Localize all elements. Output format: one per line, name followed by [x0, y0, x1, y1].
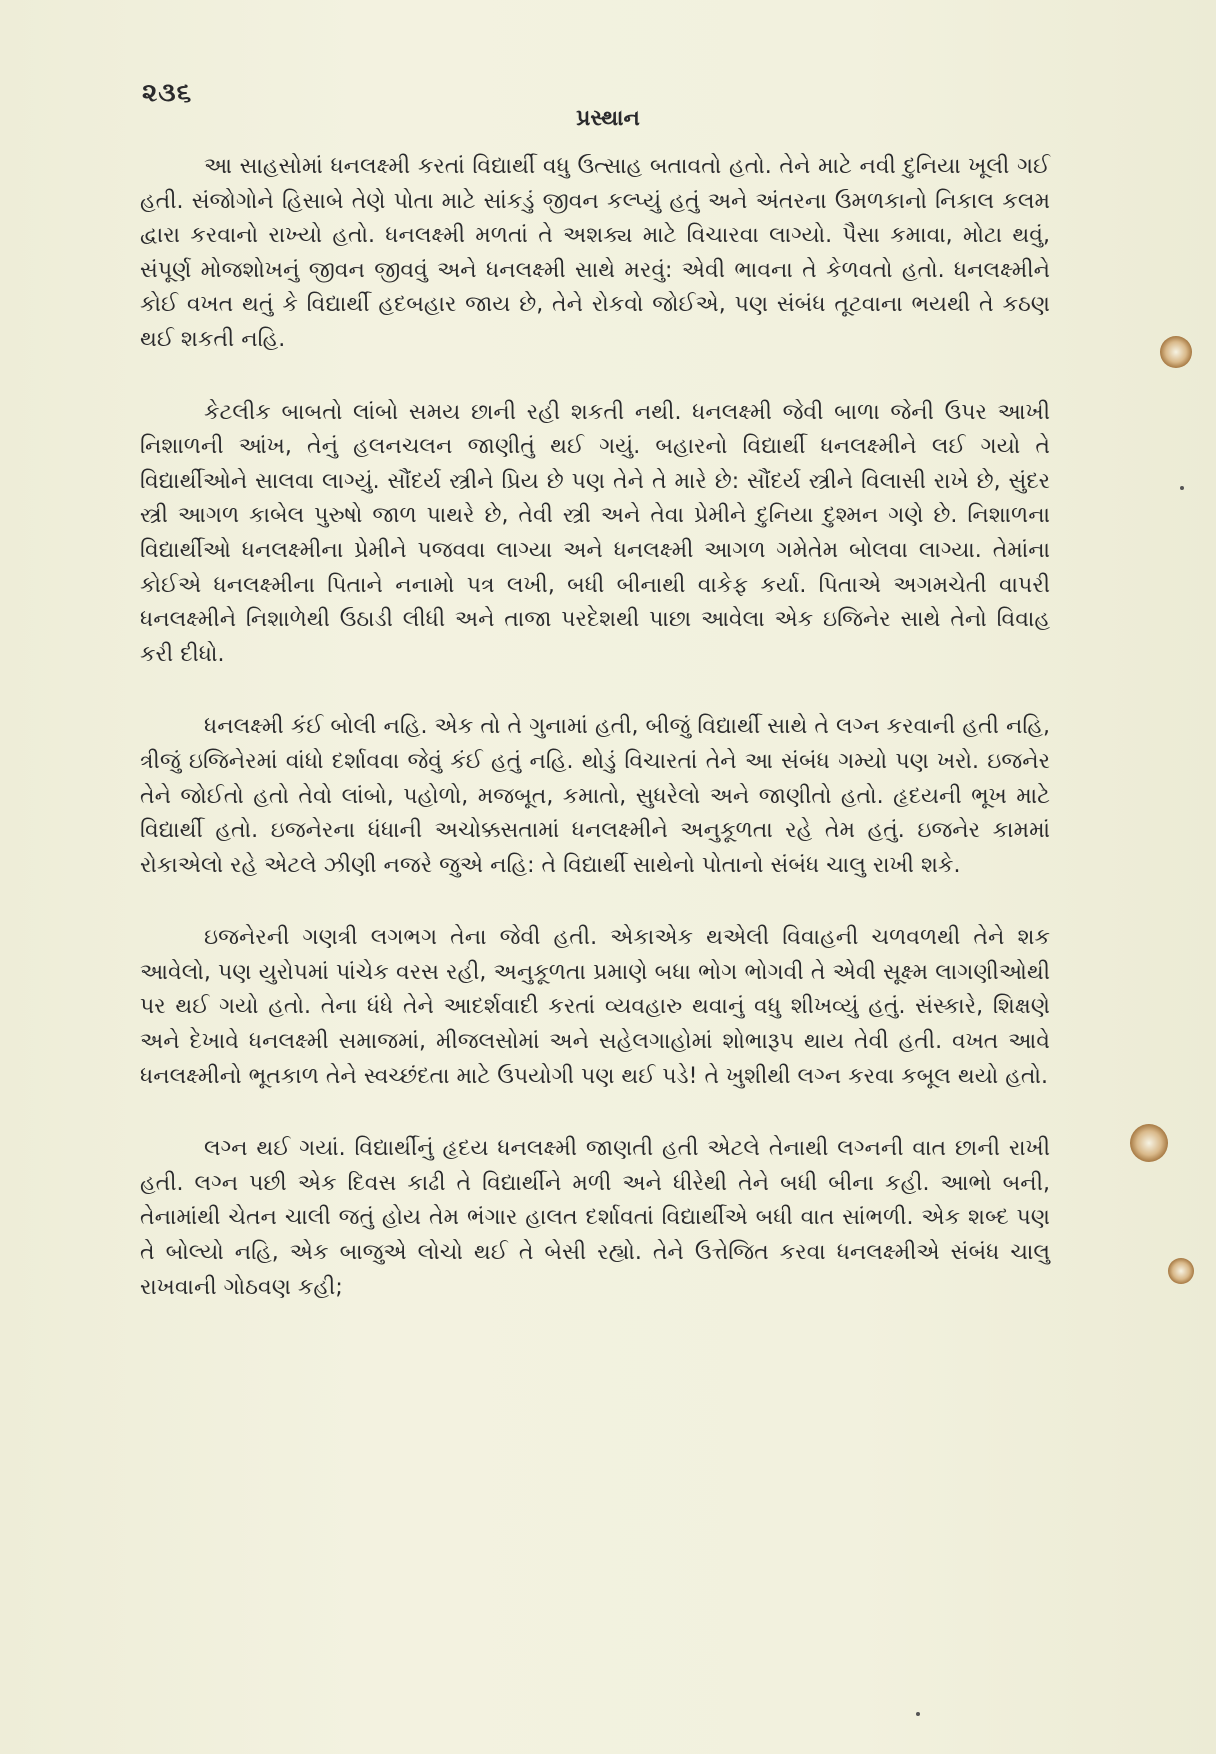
- paragraph: કેટલીક બાબતો લાંબો સમય છાની રહી શકતી નથી. ધનલક્ષ્મી જેવી બાળા જેની ઉપર આખી નિશાળની આંખ, તેનું હલનચલન જાણીતું થઈ ગયું. બહારનો વિદ્યાર્થી ધનલક્ષ્મીને લઈ ગયો તે વિદ્યાર્થીઓને સાલવા લાગ્યું. સૌંદર્ય સ્ત્રીને પ્રિય છે પણ તેને તે મારે છે: સૌંદર્ય સ્ત્રીને વિલાસી રાખે છે, સુંદર સ્ત્રી આગળ કાબેલ પુરુષો જાળ પાથરે છે, તેવી સ્ત્રી અને તેવા પ્રેમીને દુનિયા દુશ્મન ગણે છે. નિશાળના વિદ્યાર્થીઓ ધનલક્ષ્મીના પ્રેમીને પજવવા લાગ્યા અને ધનલક્ષ્મી આગળ ગમેતેમ બોલવા લાગ્યા. તેમાંના કોઈએ ધનલક્ષ્મીના પિતાને નનામો પત્ર લખી, બધી બીનાથી વાકેફ કર્યા. પિતાએ અગમચેતી વાપરી ધનલક્ષ્મીને નિશાળેથી ઉઠાડી લીધી અને તાજા પરદેશથી પાછા આવેલા એક ઇજિનેર સાથે તેનો વિવાહ કરી દીધો.: [140, 399, 1050, 667]
- paper-speck: [916, 1712, 920, 1716]
- paper-stain: [1160, 336, 1192, 368]
- page-number: ૨૩૬: [142, 78, 193, 108]
- paragraph: ઇજનેરની ગણત્રી લગભગ તેના જેવી હતી. એકાએક થએલી વિવાહની ચળવળથી તેને શક આવેલો, પણ યુરોપમાં પાંચેક વરસ રહી, અનુકૂળતા પ્રમાણે બધા ભોગ ભોગવી તે એવી સૂક્ષ્મ લાગણીઓથી પર થઈ ગયો હતો. તેના ધંધે તેને આદર્શવાદી કરતાં વ્યવહારુ થવાનું વધુ શીખવ્યું હતું. સંસ્કારે, શિક્ષણે અને દેખાવે ધનલક્ષ્મી સમાજમાં, મીજલસોમાં અને સહેલગાહોમાં શોભારૂપ થાય તેવી હતી. વખત આવે ધનલક્ષ્મીનો ભૂતકાળ તેને સ્વચ્છંદતા માટે ઉપયોગી પણ થઈ પડે! તે ખુશીથી લગ્ન કરવા કબૂલ થયો હતો.: [140, 925, 1050, 1089]
- paper-stain: [1168, 1258, 1194, 1284]
- paragraph: લગ્ન થઈ ગયાં. વિદ્યાર્થીનું હૃદય ધનલક્ષ્મી જાણતી હતી એટલે તેનાથી લગ્નની વાત છાની રાખી હતી. લગ્ન પછી એક દિવસ કાઢી તે વિદ્યાર્થીને મળી અને ધીરેથી તેને બધી બીના કહી. આભો બની, તેનામાંથી ચેતન ચાલી જતું હોય તેમ ભંગાર હાલત દર્શાવતાં વિદ્યાર્થીએ બધી વાત સાંભળી. એક શબ્દ પણ તે બોલ્યો નહિ, એક બાજુએ લોચો થઈ તે બેસી રહ્યો. તેને ઉત્તેજિત કરવા ધનલક્ષ્મીએ સંબંધ ચાલુ રાખવાની ગોઠવણ કહી;: [140, 1136, 1050, 1300]
- paragraph: ધનલક્ષ્મી કંઈ બોલી નહિ. એક તો તે ગુનામાં હતી, બીજું વિદ્યાર્થી સાથે તે લગ્ન કરવાની હતી નહિ, ત્રીજું ઇજિનેરમાં વાંધો દર્શાવવા જેવું કંઈ હતું નહિ. થોડું વિચારતાં તેને આ સંબંધ ગમ્યો પણ ખરો. ઇજનેર તેને જોઈતો હતો તેવો લાંબો, પહોળો, મજબૂત, કમાતો, સુધરેલો અને જાણીતો હતો. હૃદયની ભૂખ માટે વિદ્યાર્થી હતો. ઇજનેરના ધંધાની અચોક્કસતામાં ધનલક્ષ્મીને અનુકૂળતા રહે તેમ હતું. ઇજનેર કામમાં રોકાએલો રહે એટલે ઝીણી નજરે જુએ નહિ: તે વિદ્યાર્થી સાથેનો પોતાનો સંબંધ ચાલુ રાખી શકે.: [140, 714, 1050, 878]
- paragraph: આ સાહસોમાં ધનલક્ષ્મી કરતાં વિદ્યાર્થી વધુ ઉત્સાહ બતાવતો હતો. તેને માટે નવી દુનિયા ખૂલી ગઈ હતી. સંજોગોને હિસાબે તેણે પોતા માટે સાંકડું જીવન કલ્પ્યું હતું અને અંતરના ઉમળકાનો નિકાલ કલમ દ્વારા કરવાનો રાખ્યો હતો. ધનલક્ષ્મી મળતાં તે અશક્ય માટે વિચારવા લાગ્યો. પૈસા કમાવા, મોટા થવું, સંપૂર્ણ મોજશોખનું જીવન જીવવું અને ધનલક્ષ્મી સાથે મરવું: એવી ભાવના તે કેળવતો હતો. ધનલક્ષ્મીને કોઈ વખત થતું કે વિદ્યાર્થી હદબહાર જાય છે, તેને રોકવો જોઈએ, પણ સંબંધ તૂટવાના ભયથી તે કઠણ થઈ શકતી નહિ.: [140, 154, 1050, 352]
- body-text: [140, 150, 1050, 1343]
- paper-speck: [1180, 486, 1184, 490]
- running-title: પ્રસ્થાન: [576, 106, 640, 131]
- paper-stain: [1130, 1124, 1168, 1162]
